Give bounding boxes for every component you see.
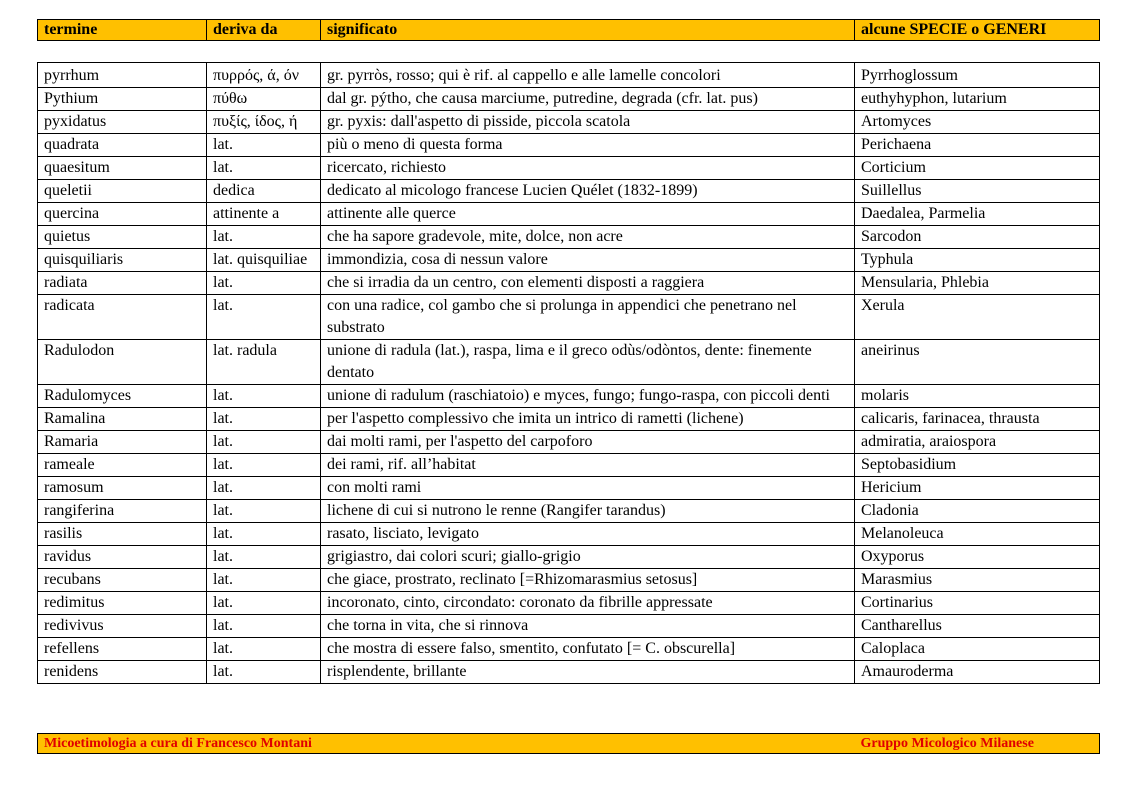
footer-bar [37, 733, 1100, 754]
cell-deriva: lat. [207, 272, 321, 295]
cell-specie: calicaris, farinacea, thrausta [855, 408, 1100, 431]
cell-specie: admiratia, araiospora [855, 431, 1100, 454]
cell-specie: aneirinus [855, 340, 1100, 385]
table-row [38, 546, 1100, 569]
cell-significato: per l'aspetto complessivo che imita un intrico di rametti (lichene) [321, 408, 855, 431]
cell-deriva: lat. [207, 226, 321, 249]
cell-deriva: lat. [207, 523, 321, 546]
cell-deriva: lat. [207, 615, 321, 638]
cell-significato: più o meno di questa forma [321, 134, 855, 157]
glossary-table [37, 62, 1100, 684]
cell-specie: Cantharellus [855, 615, 1100, 638]
cell-deriva: lat. [207, 569, 321, 592]
table-row [38, 272, 1100, 295]
cell-deriva: lat. [207, 546, 321, 569]
cell-deriva: dedica [207, 180, 321, 203]
cell-termine: queletii [38, 180, 207, 203]
cell-termine: Ramalina [38, 408, 207, 431]
cell-significato: che si irradia da un centro, con elementi disposti a raggiera [321, 272, 855, 295]
cell-termine: ramosum [38, 477, 207, 500]
cell-termine: radicata [38, 295, 207, 340]
cell-significato: incoronato, cinto, circondato: coronato da fibrille appressate [321, 592, 855, 615]
cell-specie: Marasmius [855, 569, 1100, 592]
table-row [38, 203, 1100, 226]
cell-termine: quisquiliaris [38, 249, 207, 272]
cell-deriva: lat. [207, 592, 321, 615]
table-row [38, 454, 1100, 477]
table-row [38, 340, 1100, 385]
cell-termine: pyrrhum [38, 63, 207, 88]
table-row [38, 134, 1100, 157]
cell-termine: quietus [38, 226, 207, 249]
cell-termine: recubans [38, 569, 207, 592]
cell-specie: Corticium [855, 157, 1100, 180]
cell-deriva: lat. [207, 500, 321, 523]
cell-significato: che torna in vita, che si rinnova [321, 615, 855, 638]
cell-deriva: πυξίς, ίδος, ή [207, 111, 321, 134]
footer-credit: Micoetimologia a cura di Francesco Montani [38, 734, 855, 754]
table-row [38, 569, 1100, 592]
cell-deriva: lat. [207, 638, 321, 661]
cell-significato: con molti rami [321, 477, 855, 500]
cell-significato: rasato, lisciato, levigato [321, 523, 855, 546]
cell-significato: gr. pyrròs, rosso; qui è rif. al cappello e alle lamelle concolori [321, 63, 855, 88]
cell-significato: che giace, prostrato, reclinato [=Rhizomarasmius setosus] [321, 569, 855, 592]
table-row [38, 431, 1100, 454]
cell-specie: Sarcodon [855, 226, 1100, 249]
table-row [38, 408, 1100, 431]
cell-significato: con una radice, col gambo che si prolunga in appendici che penetrano nel substrato [321, 295, 855, 340]
cell-specie: Oxyporus [855, 546, 1100, 569]
cell-significato: ricercato, richiesto [321, 157, 855, 180]
cell-specie: Mensularia, Phlebia [855, 272, 1100, 295]
cell-specie: euthyhyphon, lutarium [855, 88, 1100, 111]
cell-significato: lichene di cui si nutrono le renne (Rangifer tarandus) [321, 500, 855, 523]
cell-deriva: πυρρός, ά, όν [207, 63, 321, 88]
table-row [38, 500, 1100, 523]
cell-termine: Radulomyces [38, 385, 207, 408]
cell-specie: Suillellus [855, 180, 1100, 203]
cell-specie: Cladonia [855, 500, 1100, 523]
cell-significato: attinente alle querce [321, 203, 855, 226]
header-deriva-da: deriva da [207, 20, 321, 41]
cell-specie: Septobasidium [855, 454, 1100, 477]
table-row [38, 63, 1100, 88]
cell-specie: Amauroderma [855, 661, 1100, 684]
cell-specie: Xerula [855, 295, 1100, 340]
cell-significato: risplendente, brillante [321, 661, 855, 684]
cell-termine: Pythium [38, 88, 207, 111]
cell-termine: Ramaria [38, 431, 207, 454]
header-termine: termine [38, 20, 207, 41]
cell-termine: refellens [38, 638, 207, 661]
table-row [38, 226, 1100, 249]
cell-significato: immondizia, cosa di nessun valore [321, 249, 855, 272]
cell-deriva: lat. [207, 385, 321, 408]
cell-termine: radiata [38, 272, 207, 295]
footer-row [38, 734, 1100, 754]
cell-significato: dei rami, rif. all’habitat [321, 454, 855, 477]
cell-specie: Caloplaca [855, 638, 1100, 661]
cell-termine: rangiferina [38, 500, 207, 523]
cell-specie: Melanoleuca [855, 523, 1100, 546]
cell-specie: molaris [855, 385, 1100, 408]
cell-significato: dal gr. pýtho, che causa marciume, putredine, degrada (cfr. lat. pus) [321, 88, 855, 111]
table-row [38, 249, 1100, 272]
table-row [38, 615, 1100, 638]
cell-deriva: lat. [207, 661, 321, 684]
cell-termine: quaesitum [38, 157, 207, 180]
cell-termine: redimitus [38, 592, 207, 615]
cell-termine: ravidus [38, 546, 207, 569]
table-row [38, 638, 1100, 661]
cell-termine: rasilis [38, 523, 207, 546]
cell-deriva: lat. [207, 408, 321, 431]
cell-termine: rameale [38, 454, 207, 477]
cell-termine: redivivus [38, 615, 207, 638]
footer-group: Gruppo Micologico Milanese [855, 734, 1100, 754]
cell-deriva: lat. [207, 295, 321, 340]
cell-termine: pyxidatus [38, 111, 207, 134]
cell-termine: Radulodon [38, 340, 207, 385]
table-row [38, 157, 1100, 180]
cell-termine: renidens [38, 661, 207, 684]
cell-specie: Perichaena [855, 134, 1100, 157]
cell-specie: Pyrrhoglossum [855, 63, 1100, 88]
table-row [38, 477, 1100, 500]
header-specie: alcune SPECIE o GENERI [855, 20, 1100, 41]
cell-significato: gr. pyxis: dall'aspetto di pisside, piccola scatola [321, 111, 855, 134]
table-row [38, 592, 1100, 615]
cell-deriva: lat. [207, 431, 321, 454]
cell-termine: quercina [38, 203, 207, 226]
cell-significato: unione di radulum (raschiatoio) e myces, fungo; fungo-raspa, con piccoli denti [321, 385, 855, 408]
cell-specie: Daedalea, Parmelia [855, 203, 1100, 226]
table-row [38, 385, 1100, 408]
table-row [38, 523, 1100, 546]
cell-significato: unione di radula (lat.), raspa, lima e il greco odùs/odòntos, dente: finemente dentato [321, 340, 855, 385]
cell-deriva: lat. [207, 477, 321, 500]
header-table [37, 19, 1100, 41]
cell-significato: che mostra di essere falso, smentito, confutato [= C. obscurella] [321, 638, 855, 661]
cell-deriva: lat. [207, 157, 321, 180]
cell-significato: che ha sapore gradevole, mite, dolce, non acre [321, 226, 855, 249]
cell-termine: quadrata [38, 134, 207, 157]
cell-specie: Artomyces [855, 111, 1100, 134]
cell-specie: Cortinarius [855, 592, 1100, 615]
cell-deriva: lat. [207, 134, 321, 157]
header-significato: significato [321, 20, 855, 41]
cell-significato: dai molti rami, per l'aspetto del carpoforo [321, 431, 855, 454]
cell-deriva: lat. radula [207, 340, 321, 385]
cell-significato: dedicato al micologo francese Lucien Quélet (1832-1899) [321, 180, 855, 203]
table-row [38, 180, 1100, 203]
header-row [38, 20, 1100, 41]
cell-specie: Hericium [855, 477, 1100, 500]
cell-deriva: lat. quisquiliae [207, 249, 321, 272]
cell-significato: grigiastro, dai colori scuri; giallo-grigio [321, 546, 855, 569]
cell-deriva: lat. [207, 454, 321, 477]
table-row [38, 111, 1100, 134]
cell-specie: Typhula [855, 249, 1100, 272]
table-row [38, 295, 1100, 340]
cell-deriva: attinente a [207, 203, 321, 226]
table-row [38, 661, 1100, 684]
table-row [38, 88, 1100, 111]
cell-deriva: πύθω [207, 88, 321, 111]
